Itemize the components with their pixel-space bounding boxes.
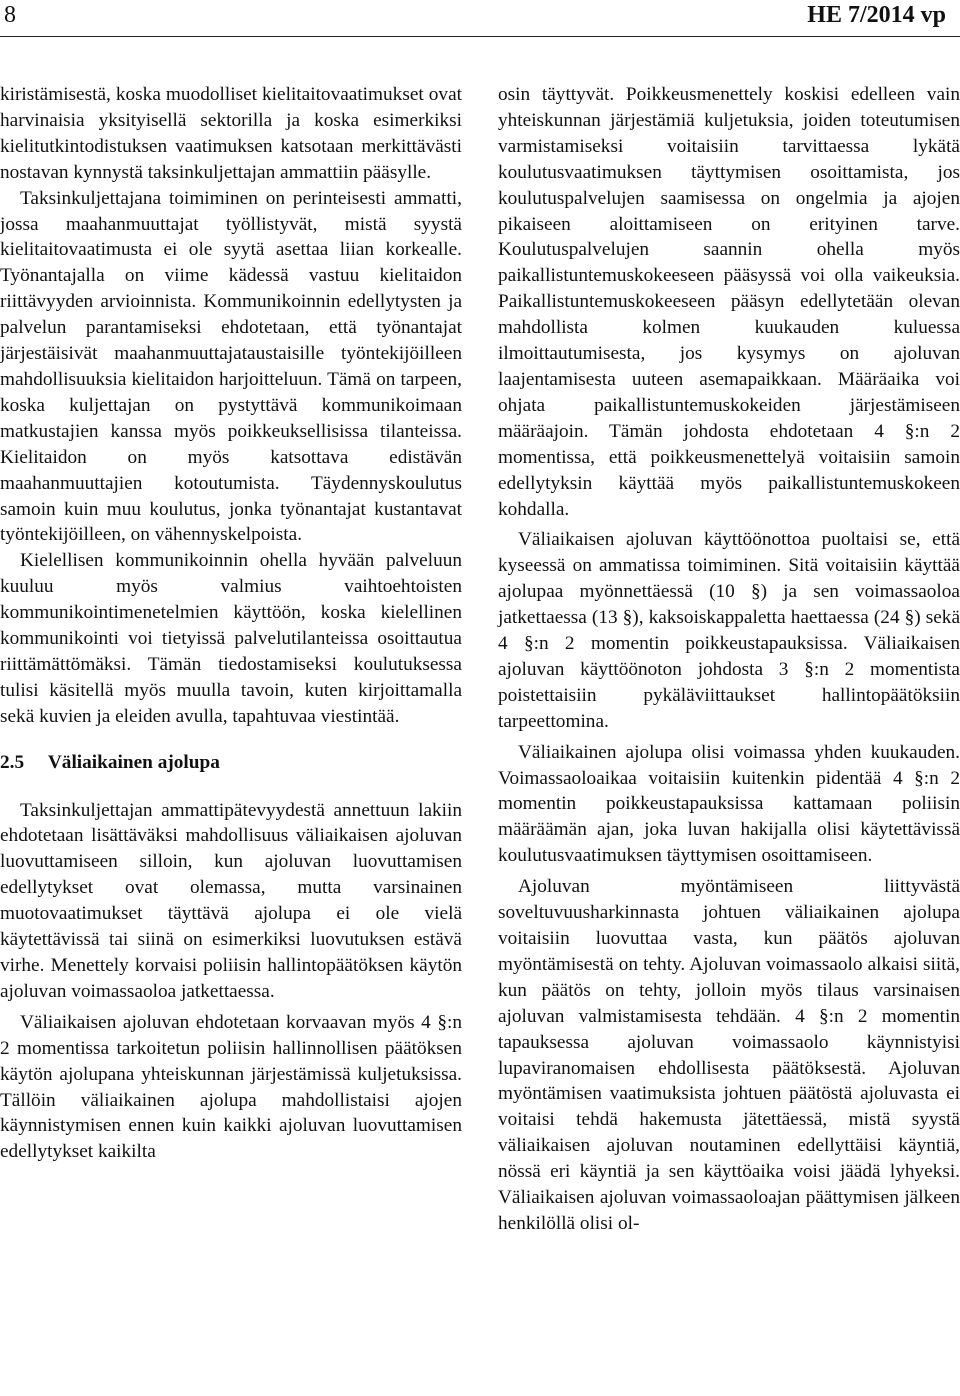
page-number: 8 — [4, 2, 16, 28]
section-title: Väliaikainen ajolupa — [47, 751, 220, 773]
right-column — [498, 82, 960, 1237]
header-rule — [0, 36, 960, 37]
paragraph: Kielellisen kommunikoinnin ohella hyvään palveluun kuuluu myös valmius vaihtoehtoisten kommunikointimenetelmien käyttöön, koska kielellinen kommunikointi voi tietyissä palvelutilanteissa osoittautua riittämättömäksi. Tämän tiedostamiseksi koulutuksessa tulisi käsitellä myös muulla tavoin, kuten kirjoittamalla sekä kuvien ja eleiden avulla, tapahtuvaa viestintää. — [0, 550, 462, 727]
section-heading — [0, 750, 462, 776]
paragraph: Ajoluvan myöntämiseen liittyvästä soveltuvuusharkinnasta johtuen väliaikainen ajolupa voitaisiin luovuttaa vasta, kun päätös ajoluvan myöntämisestä on tehty. Ajoluvan voimassaolo alkaisi siitä, kun päätös on tehty, jolloin myös tilaus varsinaisen ajoluvan valmistamisesta tehdään. 4 §:n 2 momentin tapauksessa ajoluvan voimassaolo käynnistyisi lupaviranomaisen ehdollisesta päätöksestä. Ajoluvan myöntämisen vaatimuksista johtuen päätöstä ajoluvasta ei voitaisi tehdä hakemusta jätettäessä, mistä syystä väliaikaisen ajoluvan noutaminen edellyttäisi käyntiä, nössä eri käyntiä ja sen käyttöaika voisi jäädä lyhyeksi. Väliaikaisen ajoluvan voimassaoloajan päättymisen jälkeen henkilöllä olisi ol- — [498, 876, 960, 1234]
paragraph: Taksinkuljettajan ammattipätevyydestä annettuun lakiin ehdotetaan lisättäväksi mahdollisuus väliaikaisen ajoluvan luovuttamiseen silloin, kun ajoluvan luovuttamisen edellytykset ovat olemassa, mutta varsinainen muotovaatimukset täyttävä ajolupa ei ole vielä käytettävissä tai siinä on esimerkiksi luovutuksen estävä virhe. Menettely korvaisi poliisin hallintopäätöksen käytön ajoluvan voimassaoloa jatkettaessa. — [0, 799, 462, 1002]
paragraph: Taksinkuljettajana toimiminen on perinteisesti ammatti, jossa maahanmuuttajat työllistyvät, mistä syystä kielitaitovaatimusta ei ole syytä asettaa liian korkealle. Työnantajalla on viime kädessä vastuu kielitaidon riittävyyden arvioinnista. Kommunikoinnin edellytysten ja palvelun parantamiseksi ehdotetaan, että työnantajat järjestäisivät maahanmuuttajataustaisille työntekijöilleen mahdollisuuksia kielitaidon harjoitteluun. Tämä on tarpeen, koska kuljettajan on pystyttävä kommunikoimaan matkustajien kanssa myös poikkeuksellisissa tilanteissa. Kielitaidon on myös katsottava edistävän maahanmuuttajien kotoutumista. Täydennyskoulutus samoin kuin muu koulutus, jonka työnantajat kustantavat työntekijöilleen, on vähennyskelpoista. — [0, 187, 462, 546]
paragraph: Väliaikaisen ajoluvan käyttöönottoa puoltaisi se, että kyseessä on ammatissa toimiminen. Sitä voitaisiin käyttää ajolupaa myönnettäessä (10 §) ja sen voimassaoloa jatkettaessa (13 §), kaksoiskappaletta haettaessa (24 §) sekä 4 §:n 2 momentin poikkeustapauksissa. Väliaikaisen ajoluvan käyttöönoton johdosta 3 §:n 2 momentista poistettaisiin pykäläviittaukset hallintopäätöksiin tarpeettomina. — [498, 529, 960, 732]
paragraph: Väliaikainen ajolupa olisi voimassa yhden kuukauden. Voimassaoloaikaa voitaisiin kuitenkin pidentää 4 §:n 2 momentin poikkeustapauksissa kattamaan poliisin määräämän ajan, joka luvan hakijalla olisi käytettävissä koulutusvaatimuksen täyttymisen osoittamiseen. — [498, 741, 960, 867]
document-id: HE 7/2014 vp — [807, 2, 946, 28]
section-number: 2.5 — [0, 751, 25, 773]
left-column — [0, 82, 462, 1165]
page-header — [0, 0, 960, 36]
paragraph: Väliaikaisen ajoluvan ehdotetaan korvaavan myös 4 §:n 2 momentissa tarkoitetun poliisin hallinnollisen päätöksen käytön ajolupana yhteiskunnan järjestämissä kuljetuksissa. Tällöin väliaikainen ajolupa mahdollistaisi ajojen käynnistymisen ennen kuin kaikki ajoluvan luovuttamisen edellytykset kaikilta — [0, 1011, 462, 1163]
paragraph: kiristämisestä, koska muodolliset kielitaitovaatimukset ovat harvinaisia yksityisellä sektorilla ja koska esimerkiksi kielitutkintodistuksen vaatimuksen katsotaan merkittävästi nostavan kynnystä taksinkuljettajan ammattiin pääsylle. — [0, 84, 462, 183]
paragraph: osin täyttyvät. Poikkeusmenettely koskisi edelleen vain yhteiskunnan järjestämiä kuljetuksia, joiden toteutumisen varmistamiseksi voitaisiin tarvittaessa lykätä koulutusvaatimuksen täyttymisen osoittamista, jos koulutuspalvelujen saamisessa on ongelmia ja ajojen pikaiseen aloittamiseen on erityinen tarve. Koulutuspalvelujen saannin ohella myös paikallistuntemuskokeeseen pääsyssä voi olla vaikeuksia. Paikallistuntemuskokeeseen pääsyn edellytetään olevan mahdollista kolmen kuukauden kuluessa ilmoittautumisesta, jos kysymys on ajoluvan laajentamisesta uuteen asemapaikkaan. Määräaika voi ohjata paikallistuntemuskokeiden järjestämiseen määräajoin. Tämän johdosta ehdotetaan 4 §:n 2 momentissa, että poikkeusmenettelyä voitaisiin samoin edellytyksin käyttää myös paikallistuntemuskokeen kohdalla. — [498, 84, 960, 520]
